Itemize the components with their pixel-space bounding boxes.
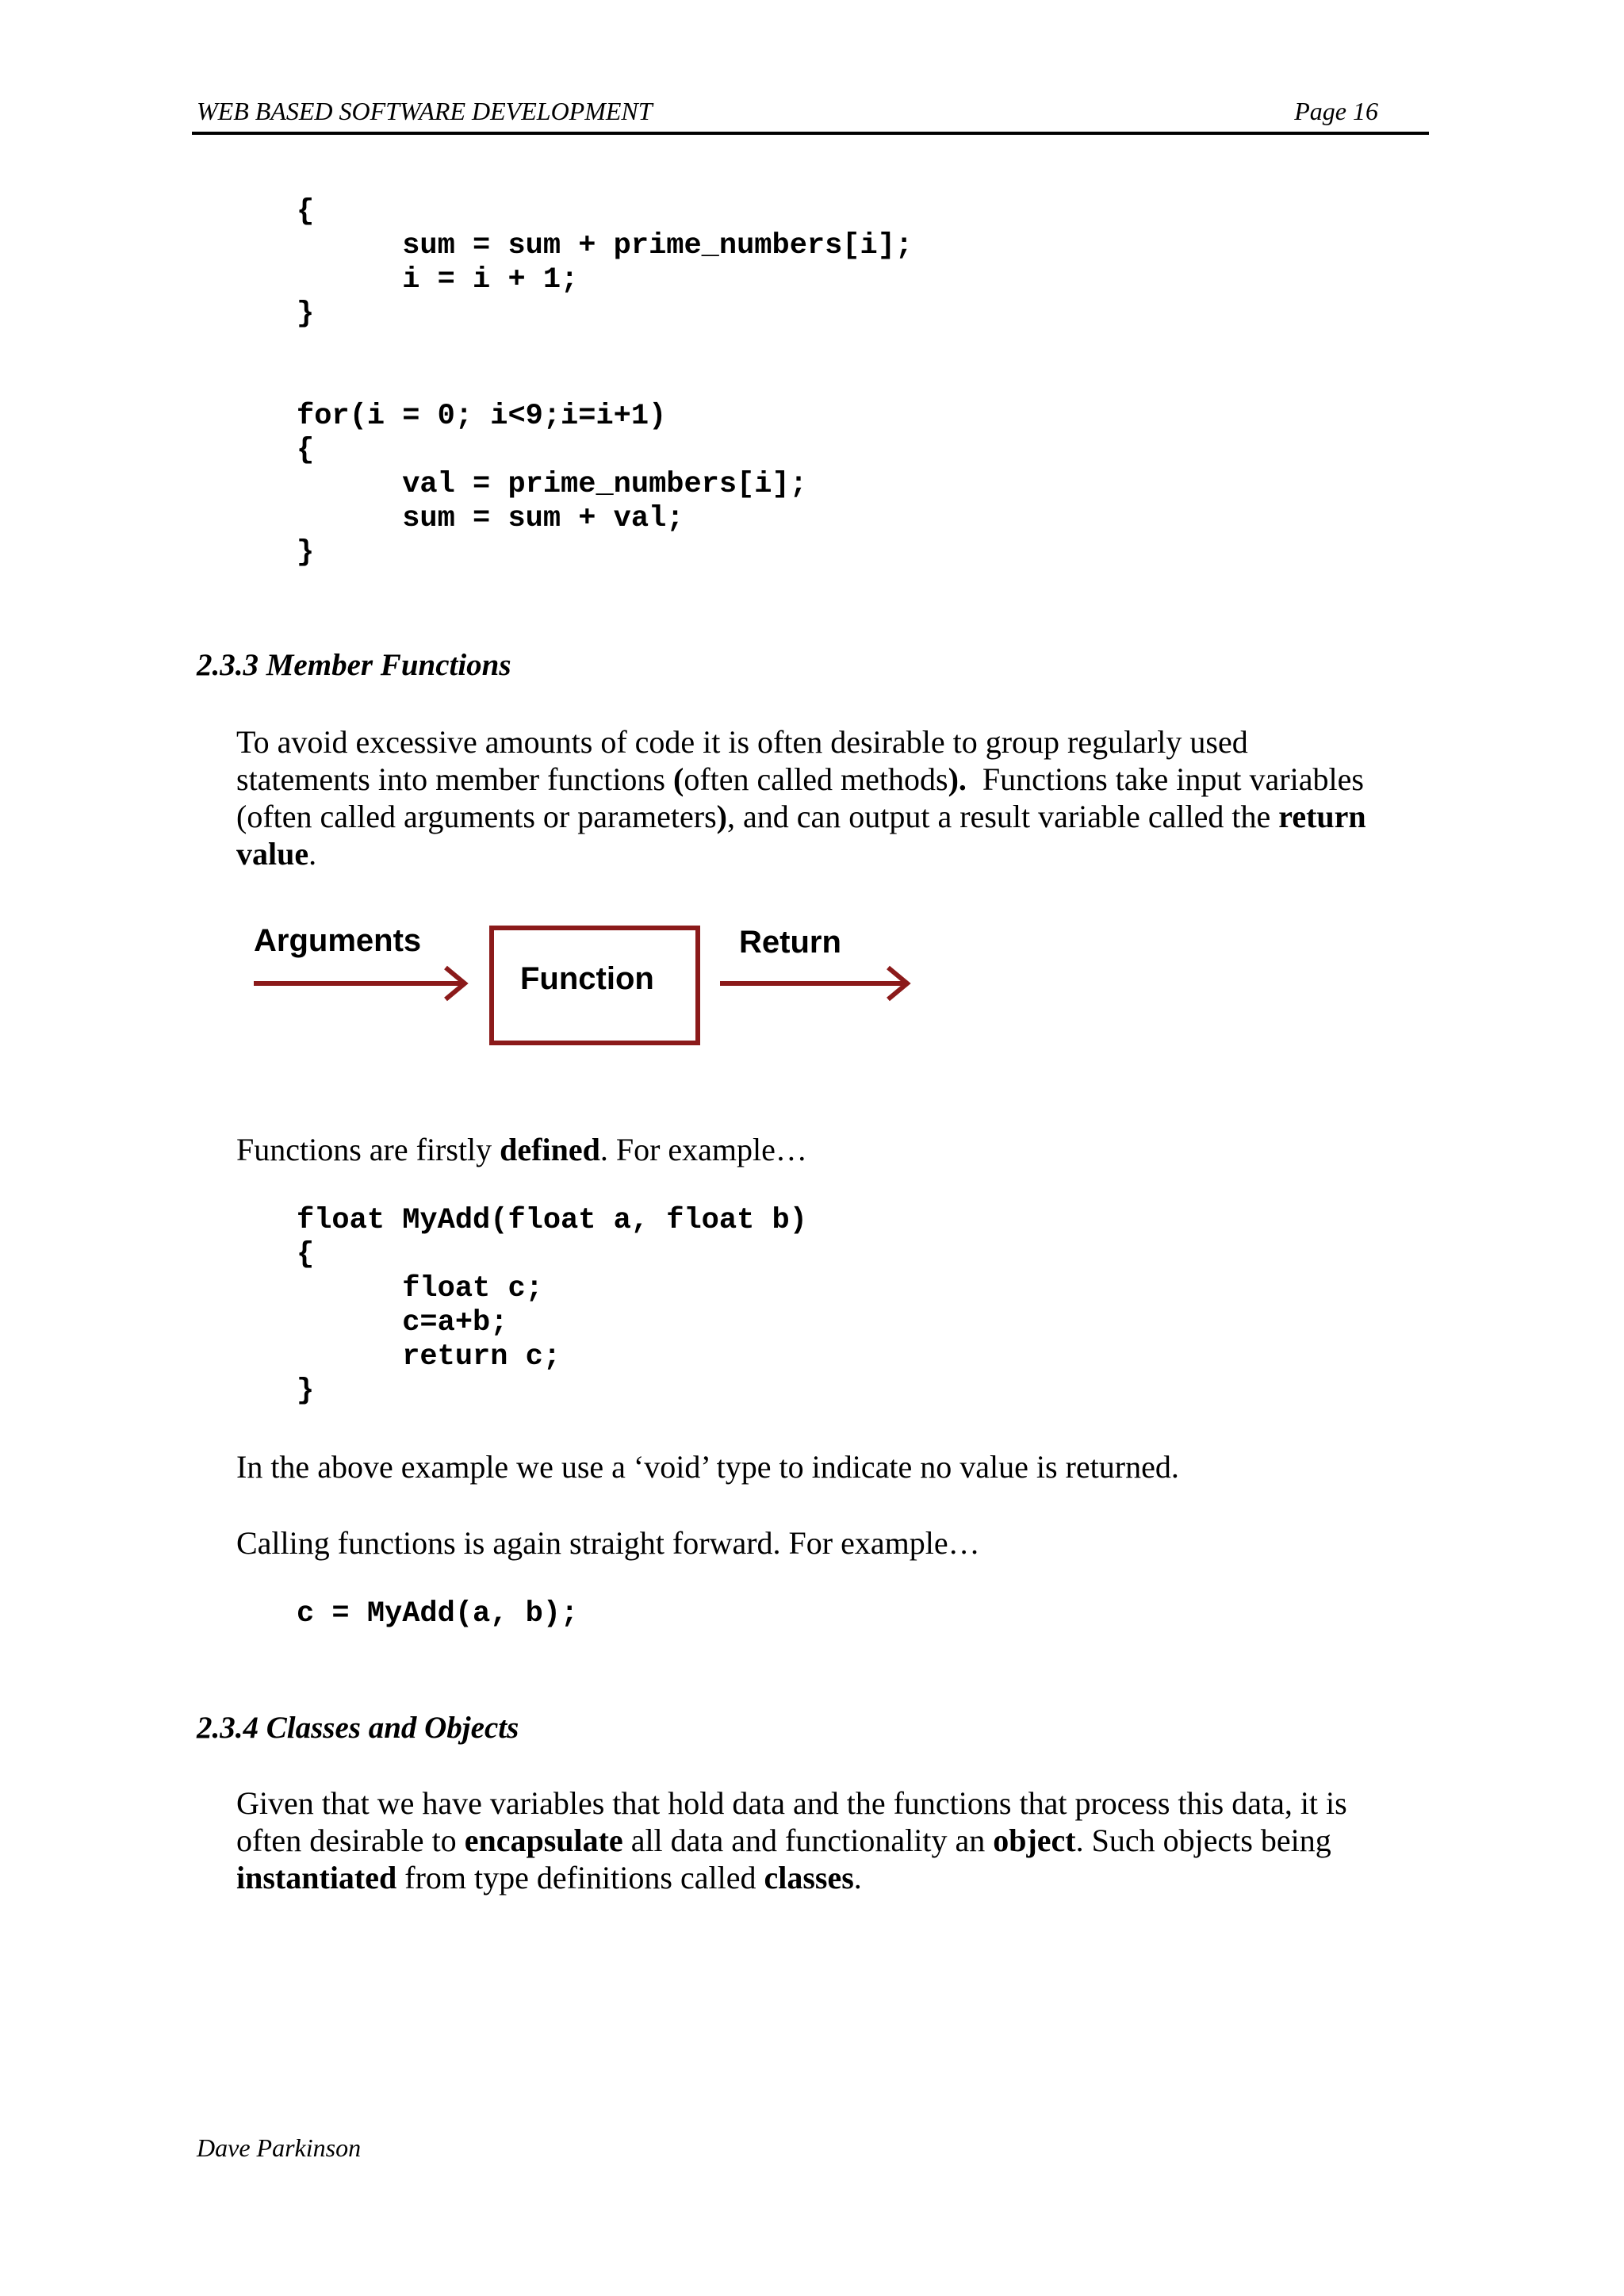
code-block-while-body: { sum = sum + prime_numbers[i]; i = i + 1; }: [297, 195, 914, 331]
text-line: [236, 798, 1410, 835]
text: often called methods: [684, 761, 948, 797]
paragraph-void-type: In the above example we use a ‘void’ type to indicate no value is returned.: [236, 1449, 1179, 1485]
text: . Such objects being: [1075, 1823, 1331, 1858]
bold-text: return: [1278, 799, 1366, 834]
text: Given that we have variables that hold data and the functions that process this data, it is: [236, 1785, 1347, 1821]
text-line: [236, 761, 1410, 798]
paragraph-calling-functions: Calling functions is again straight forward. For example…: [236, 1525, 980, 1561]
function-label: Function: [520, 961, 654, 996]
text-line: [236, 1784, 1410, 1822]
code-block-myadd-definition: float MyAdd(float a, float b) { float c; c=a+b; return c; }: [297, 1204, 807, 1408]
bold-text: ): [716, 799, 727, 834]
bold-text: value: [236, 836, 309, 872]
text: Functions are firstly: [236, 1132, 500, 1167]
text: all data and functionality an: [622, 1823, 994, 1858]
bold-text: ).: [948, 761, 967, 797]
section-heading-member-functions: 2.3.3 Member Functions: [197, 648, 511, 682]
bold-text: (: [673, 761, 684, 797]
text: .: [308, 836, 317, 872]
code-block-myadd-call: c = MyAdd(a, b);: [297, 1597, 579, 1631]
page-footer-author: Dave Parkinson: [197, 2133, 362, 2162]
paragraph-functions-defined: [236, 1131, 1410, 1168]
text: (often called arguments or parameters: [236, 799, 717, 834]
arguments-label: Arguments: [254, 923, 422, 958]
paragraph-classes-objects: [236, 1784, 1410, 1896]
text: To avoid excessive amounts of code it is often desirable to group regularly used: [236, 724, 1248, 760]
text-line: [236, 1131, 1410, 1168]
return-label: Return: [739, 925, 841, 960]
document-title: WEB BASED SOFTWARE DEVELOPMENT: [197, 97, 653, 125]
text: . For example…: [599, 1132, 807, 1167]
page-header: [192, 94, 1429, 135]
text: Functions take input variables: [966, 761, 1364, 797]
text: statements into member functions: [236, 761, 673, 797]
text: often desirable to: [236, 1823, 465, 1858]
text-line: [236, 1859, 1410, 1896]
text: from type definitions called: [396, 1860, 764, 1895]
bold-text: instantiated: [236, 1860, 397, 1895]
bold-text: object: [993, 1823, 1076, 1858]
code-block-for-loop: for(i = 0; i<9;i=i+1) { val = prime_numbers[i]; sum = sum + val; }: [297, 400, 807, 569]
text: , and can output a result variable called the: [727, 799, 1279, 834]
bold-text: defined: [500, 1132, 600, 1167]
text-line: [236, 1822, 1410, 1859]
text-line: [236, 835, 1410, 872]
bold-text: encapsulate: [464, 1823, 623, 1858]
page-number: Page 16: [1294, 97, 1378, 125]
text: .: [853, 1860, 862, 1895]
paragraph-member-functions: [236, 723, 1410, 872]
text-line: [236, 723, 1410, 761]
section-heading-classes-objects: 2.3.4 Classes and Objects: [197, 1711, 519, 1745]
function-diagram: [246, 912, 928, 1055]
bold-text: classes: [764, 1860, 854, 1895]
